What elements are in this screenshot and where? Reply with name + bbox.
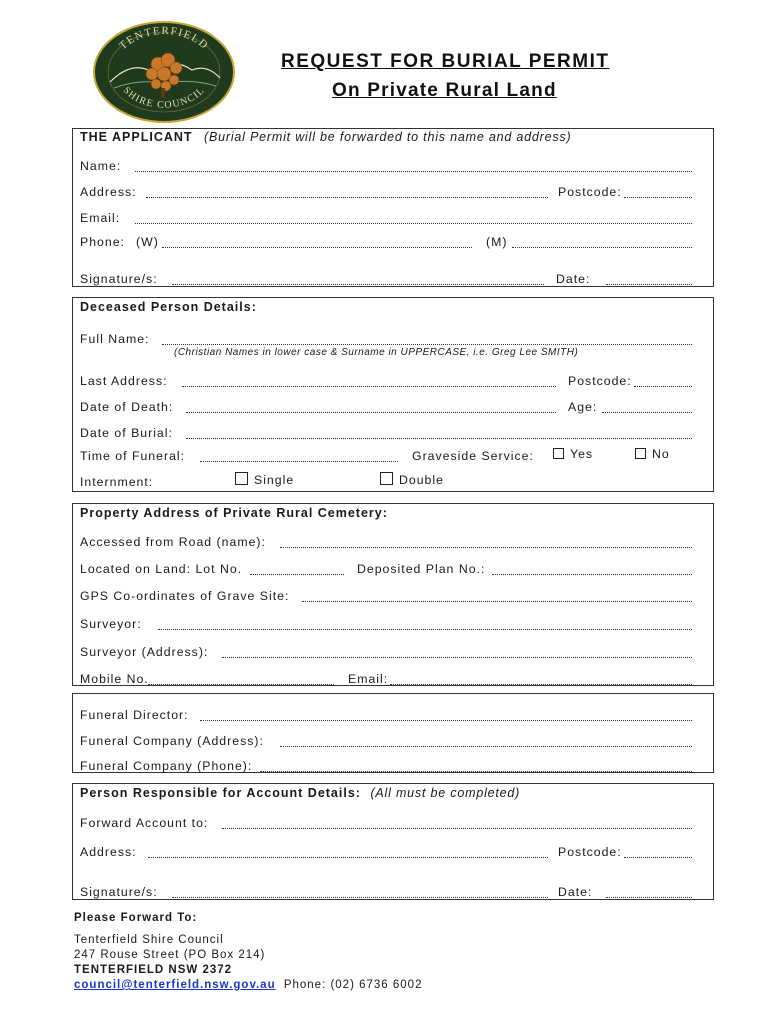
account-forward-label: Forward Account to: — [80, 816, 209, 830]
deceased-name-hint: (Christian Names in lower case & Surname in UPPERCASE, i.e. Greg Lee SMITH) — [174, 347, 579, 358]
graveside-yes-option[interactable] — [553, 447, 593, 461]
account-signature-field[interactable] — [172, 897, 548, 898]
property-mobile-label: Mobile No. — [80, 672, 149, 686]
internment-label: Internment: — [80, 475, 154, 489]
page-subtitle: On Private Rural Land — [332, 80, 557, 101]
deceased-fullname-label: Full Name: — [80, 332, 150, 346]
graveside-no-checkbox[interactable] — [635, 448, 646, 459]
property-surveyor-label: Surveyor: — [80, 617, 142, 631]
applicant-postcode-label: Postcode: — [558, 185, 622, 199]
page-title: REQUEST FOR BURIAL PERMIT — [281, 51, 610, 72]
internment-double-label: Double — [399, 473, 444, 487]
applicant-email-field[interactable] — [135, 223, 692, 224]
deceased-funeral-time-label: Time of Funeral: — [80, 449, 186, 463]
footer-heading: Please Forward To: — [74, 912, 198, 924]
applicant-signature-field[interactable] — [172, 284, 544, 285]
account-heading: Person Responsible for Account Details: — [80, 786, 361, 800]
svg-text:SHIRE COUNCIL: SHIRE COUNCIL — [120, 84, 208, 111]
applicant-date-label: Date: — [556, 272, 591, 286]
funeral-company-address-field[interactable] — [280, 746, 692, 747]
account-signature-label: Signature/s: — [80, 885, 158, 899]
applicant-phone-w-label: (W) — [136, 235, 159, 249]
property-surveyor-field[interactable] — [158, 629, 692, 630]
account-forward-field[interactable] — [222, 828, 692, 829]
property-email-label: Email: — [348, 672, 389, 686]
property-surveyor-address-field[interactable] — [222, 657, 692, 658]
property-heading: Property Address of Private Rural Cemetery: — [80, 506, 388, 520]
internment-single-label: Single — [254, 473, 295, 487]
funeral-company-phone-label: Funeral Company (Phone): — [80, 759, 253, 773]
deceased-age-label: Age: — [568, 400, 598, 414]
applicant-date-field[interactable] — [606, 284, 692, 285]
svg-text:TENTERFIELD: TENTERFIELD — [117, 24, 211, 53]
funeral-company-address-label: Funeral Company (Address): — [80, 734, 264, 748]
applicant-signature-label: Signature/s: — [80, 272, 158, 286]
deceased-dob-label: Date of Burial: — [80, 426, 173, 440]
property-gps-label: GPS Co-ordinates of Grave Site: — [80, 589, 290, 603]
graveside-yes-label: Yes — [570, 447, 594, 461]
internment-single-checkbox[interactable] — [235, 472, 248, 485]
applicant-name-label: Name: — [80, 159, 122, 173]
footer-org: Tenterfield Shire Council — [74, 934, 224, 946]
applicant-name-field[interactable] — [135, 171, 692, 172]
applicant-postcode-field[interactable] — [624, 197, 692, 198]
funeral-company-phone-field[interactable] — [260, 771, 692, 772]
internment-single-option[interactable] — [235, 472, 294, 487]
deceased-funeral-time-field[interactable] — [200, 461, 398, 462]
property-dp-label: Deposited Plan No.: — [357, 562, 486, 576]
internment-double-checkbox[interactable] — [380, 472, 393, 485]
account-heading-row — [80, 786, 520, 800]
account-date-label: Date: — [558, 885, 593, 899]
funeral-director-label: Funeral Director: — [80, 708, 189, 722]
internment-double-option[interactable] — [380, 472, 444, 487]
deceased-postcode-field[interactable] — [634, 386, 692, 387]
property-surveyor-address-label: Surveyor (Address): — [80, 645, 209, 659]
account-address-field[interactable] — [148, 857, 548, 858]
applicant-note: (Burial Permit will be forwarded to this name and address) — [204, 130, 572, 144]
applicant-phone-label: Phone: — [80, 235, 125, 249]
graveside-no-option[interactable] — [635, 447, 670, 461]
applicant-phone-m-label: (M) — [486, 235, 508, 249]
council-logo — [92, 20, 236, 124]
footer-street: 247 Rouse Street (PO Box 214) — [74, 949, 266, 961]
footer-phone: Phone: (02) 6736 6002 — [283, 979, 423, 991]
deceased-dob-field[interactable] — [186, 438, 692, 439]
property-accessed-field[interactable] — [280, 547, 692, 548]
account-date-field[interactable] — [606, 897, 692, 898]
deceased-fullname-field[interactable] — [162, 344, 692, 345]
deceased-postcode-label: Postcode: — [568, 374, 632, 388]
deceased-heading: Deceased Person Details: — [80, 300, 257, 314]
account-section — [72, 783, 714, 900]
account-address-label: Address: — [80, 845, 137, 859]
applicant-phone-w-field[interactable] — [162, 247, 472, 248]
deceased-lastaddress-label: Last Address: — [80, 374, 168, 388]
graveside-label: Graveside Service: — [412, 449, 534, 463]
property-email-field[interactable] — [390, 684, 692, 685]
footer-contact — [74, 979, 422, 991]
property-dp-field[interactable] — [492, 574, 692, 575]
applicant-address-label: Address: — [80, 185, 137, 199]
property-lot-field[interactable] — [250, 574, 344, 575]
account-postcode-label: Postcode: — [558, 845, 622, 859]
property-accessed-label: Accessed from Road (name): — [80, 535, 266, 549]
graveside-yes-checkbox[interactable] — [553, 448, 564, 459]
account-note: (All must be completed) — [370, 786, 521, 800]
applicant-section — [72, 128, 714, 287]
property-gps-field[interactable] — [302, 601, 692, 602]
applicant-address-field[interactable] — [146, 197, 548, 198]
footer-email-link[interactable]: council@tenterfield.nsw.gov.au — [74, 979, 276, 991]
applicant-phone-m-field[interactable] — [512, 247, 692, 248]
deceased-dod-label: Date of Death: — [80, 400, 174, 414]
property-lot-label: Located on Land: Lot No. — [80, 562, 243, 576]
deceased-dod-field[interactable] — [186, 412, 556, 413]
applicant-heading-row — [80, 130, 571, 144]
deceased-age-field[interactable] — [602, 412, 692, 413]
deceased-lastaddress-field[interactable] — [182, 386, 556, 387]
applicant-heading: THE APPLICANT — [80, 130, 193, 144]
footer-town: TENTERFIELD NSW 2372 — [74, 964, 233, 976]
applicant-email-label: Email: — [80, 211, 121, 225]
graveside-no-label: No — [652, 447, 670, 461]
property-mobile-field[interactable] — [148, 684, 334, 685]
funeral-director-field[interactable] — [200, 720, 692, 721]
account-postcode-field[interactable] — [624, 857, 692, 858]
